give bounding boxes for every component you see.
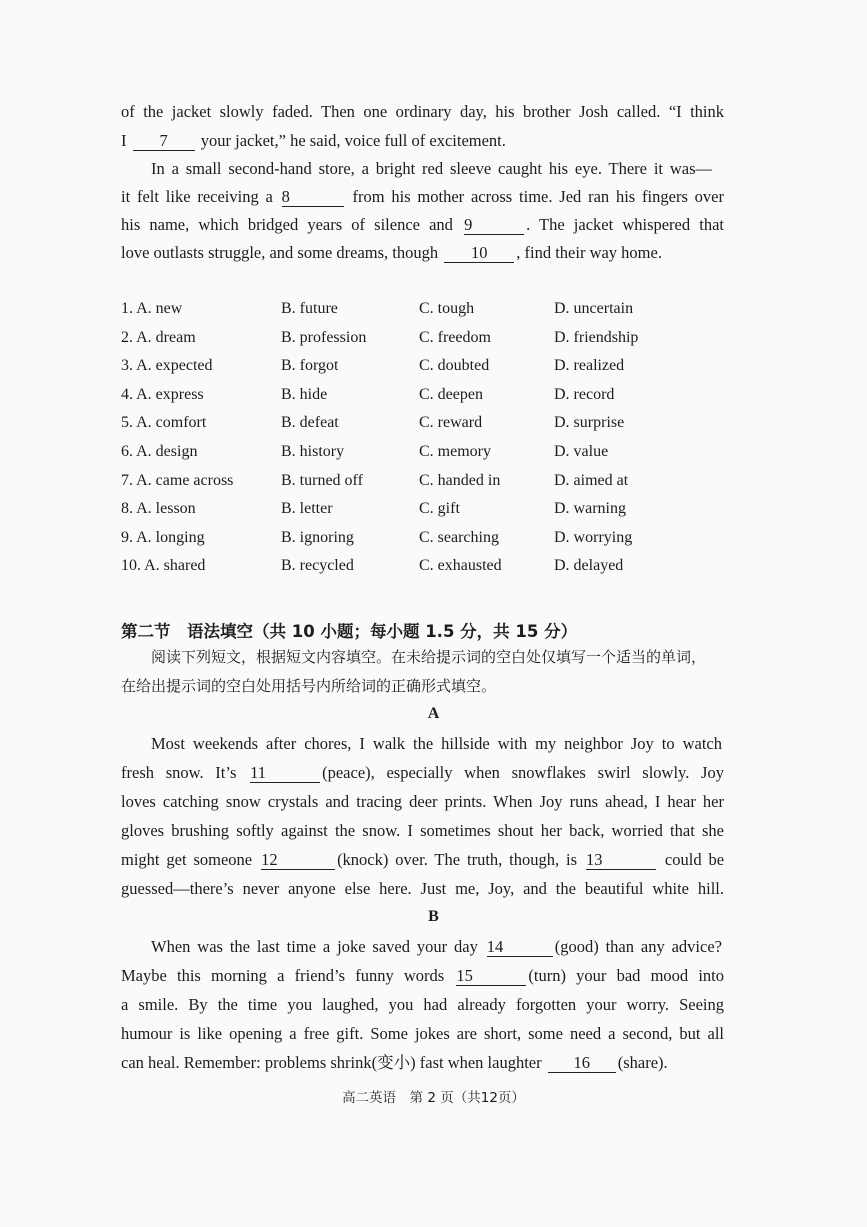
option-d[interactable]: D. warning (554, 500, 626, 518)
option-a[interactable]: 2. A. dream (121, 328, 196, 346)
option-a[interactable]: 7. A. came across (121, 471, 234, 489)
answer-blank-11[interactable]: 11 (250, 764, 320, 783)
option-a[interactable]: 6. A. design (121, 443, 198, 460)
option-d[interactable]: D. surprise (554, 414, 625, 432)
text: love outlasts struggle, and some dreams, though (121, 243, 439, 262)
answer-blank-10[interactable]: 10 (444, 244, 514, 263)
option-a[interactable]: 3. A. expected (121, 357, 213, 375)
passage-line: gloves brushing softly against the snow. I sometimes shout her back, worried that she (121, 821, 724, 840)
passage-line: a smile. By the time you laughed, you had already forgotten your worry. Seeing (121, 995, 724, 1014)
option-a[interactable]: 5. A. comfort (121, 414, 207, 432)
text: can heal. Remember: problems shrink(变小) fast when laughter (121, 1053, 542, 1072)
passage-line: humour is like opening a free gift. Some jokes are short, some need a second, but all (121, 1024, 724, 1043)
option-a[interactable]: 10. A. shared (121, 557, 206, 575)
option-b[interactable]: B. turned off (281, 471, 363, 489)
passage-line (121, 966, 724, 986)
section-title: 第二节 语法填空（共 10 小题；每小题 1.5 分，共 15 分） (121, 622, 578, 641)
option-d[interactable]: D. aimed at (554, 471, 629, 489)
passage-b-heading: B (428, 908, 439, 925)
text: his name, which bridged years of silence and (121, 215, 453, 234)
answer-blank-7[interactable]: 7 (133, 132, 195, 151)
text: . The jacket whispered that (526, 215, 724, 234)
option-c[interactable]: C. freedom (419, 328, 491, 346)
option-b[interactable]: B. recycled (281, 557, 354, 575)
passage-line (121, 215, 724, 235)
option-b[interactable]: B. history (281, 443, 345, 460)
option-row (121, 443, 761, 465)
option-row (121, 329, 761, 351)
option-d[interactable]: D. worrying (554, 528, 633, 546)
text: could be (664, 850, 725, 869)
option-row (121, 386, 761, 408)
passage-line: Most weekends after chores, I walk the hillside with my neighbor Joy to watch (151, 734, 722, 753)
option-b[interactable]: B. ignoring (281, 528, 354, 546)
passage-line (121, 187, 724, 207)
text: I (121, 131, 127, 150)
text: (peace), especially when snowflakes swirl slowly. Joy (322, 763, 724, 782)
option-row (121, 500, 761, 522)
answer-blank-15[interactable]: 15 (456, 967, 526, 986)
answer-blank-14[interactable]: 14 (487, 938, 553, 957)
text: your jacket,” he said, voice full of excitement. (200, 131, 506, 150)
instructions-line: 在给出提示词的空白处用括号内所给词的正确形式填空。 (121, 677, 497, 695)
option-b[interactable]: B. defeat (281, 414, 339, 432)
answer-blank-9[interactable]: 9 (464, 216, 524, 235)
passage-line (121, 243, 724, 263)
option-c[interactable]: C. deepen (419, 385, 483, 403)
option-c[interactable]: C. exhausted (419, 557, 502, 575)
answer-blank-16[interactable]: 16 (548, 1054, 616, 1073)
passage-line: In a small second-hand store, a bright red sleeve caught his eye. There it was— (151, 159, 712, 178)
option-row (121, 414, 761, 436)
text: (share). (617, 1053, 668, 1072)
option-b[interactable]: B. letter (281, 500, 333, 518)
passage-line (121, 1053, 724, 1073)
option-b[interactable]: B. hide (281, 385, 328, 403)
page-footer: 高二英语 第 2 页（共12页） (342, 1090, 525, 1106)
option-row (121, 300, 761, 322)
passage-line (151, 937, 722, 957)
option-a[interactable]: 1. A. new (121, 300, 183, 317)
option-d[interactable]: D. delayed (554, 557, 624, 575)
option-d[interactable]: D. friendship (554, 328, 639, 346)
answer-blank-8[interactable]: 8 (282, 188, 344, 207)
text: (turn) your bad mood into (528, 966, 725, 985)
text: (good) than any advice? (554, 937, 722, 956)
option-d[interactable]: D. uncertain (554, 300, 634, 317)
text: might get someone (121, 850, 253, 869)
option-c[interactable]: C. handed in (419, 471, 501, 489)
option-c[interactable]: C. memory (419, 443, 491, 460)
option-d[interactable]: D. realized (554, 357, 625, 375)
option-a[interactable]: 4. A. express (121, 385, 204, 403)
option-d[interactable]: D. value (554, 443, 609, 460)
passage-a-heading: A (427, 705, 440, 722)
option-row (121, 357, 761, 379)
passage-line (121, 131, 724, 151)
option-row (121, 472, 761, 494)
option-c[interactable]: C. gift (419, 500, 460, 518)
passage-line: of the jacket slowly faded. Then one ordinary day, his brother Josh called. “I think (121, 102, 724, 121)
text: Maybe this morning a friend’s funny words (121, 966, 445, 985)
answer-blank-12[interactable]: 12 (261, 851, 335, 870)
option-c[interactable]: C. tough (419, 300, 475, 317)
option-c[interactable]: C. doubted (419, 357, 490, 375)
option-d[interactable]: D. record (554, 385, 615, 403)
option-c[interactable]: C. reward (419, 414, 483, 432)
passage-line: loves catching snow crystals and tracing deer prints. When Joy runs ahead, I hear her (121, 792, 724, 811)
passage-line (121, 850, 724, 870)
instructions-line: 阅读下列短文，根据短文内容填空。在未给提示词的空白处仅填写一个适当的单词， (151, 648, 707, 666)
answer-blank-13[interactable]: 13 (586, 851, 656, 870)
option-a[interactable]: 8. A. lesson (121, 500, 196, 518)
option-b[interactable]: B. future (281, 300, 338, 317)
option-a[interactable]: 9. A. longing (121, 528, 205, 546)
option-c[interactable]: C. searching (419, 528, 499, 546)
text: fresh snow. It’s (121, 763, 237, 782)
option-b[interactable]: B. profession (281, 328, 367, 346)
option-b[interactable]: B. forgot (281, 357, 339, 375)
passage-line: guessed—there’s never anyone else here. Just me, Joy, and the beautiful white hill. (121, 879, 724, 898)
text: When was the last time a joke saved your day (151, 937, 478, 956)
option-row (121, 557, 761, 579)
option-row (121, 529, 761, 551)
text: (knock) over. The truth, though, is (337, 850, 578, 869)
text: it felt like receiving a (121, 187, 273, 206)
passage-line (121, 763, 724, 783)
text: from his mother across time. Jed ran his fingers over (352, 187, 724, 206)
text: , find their way home. (516, 243, 662, 262)
